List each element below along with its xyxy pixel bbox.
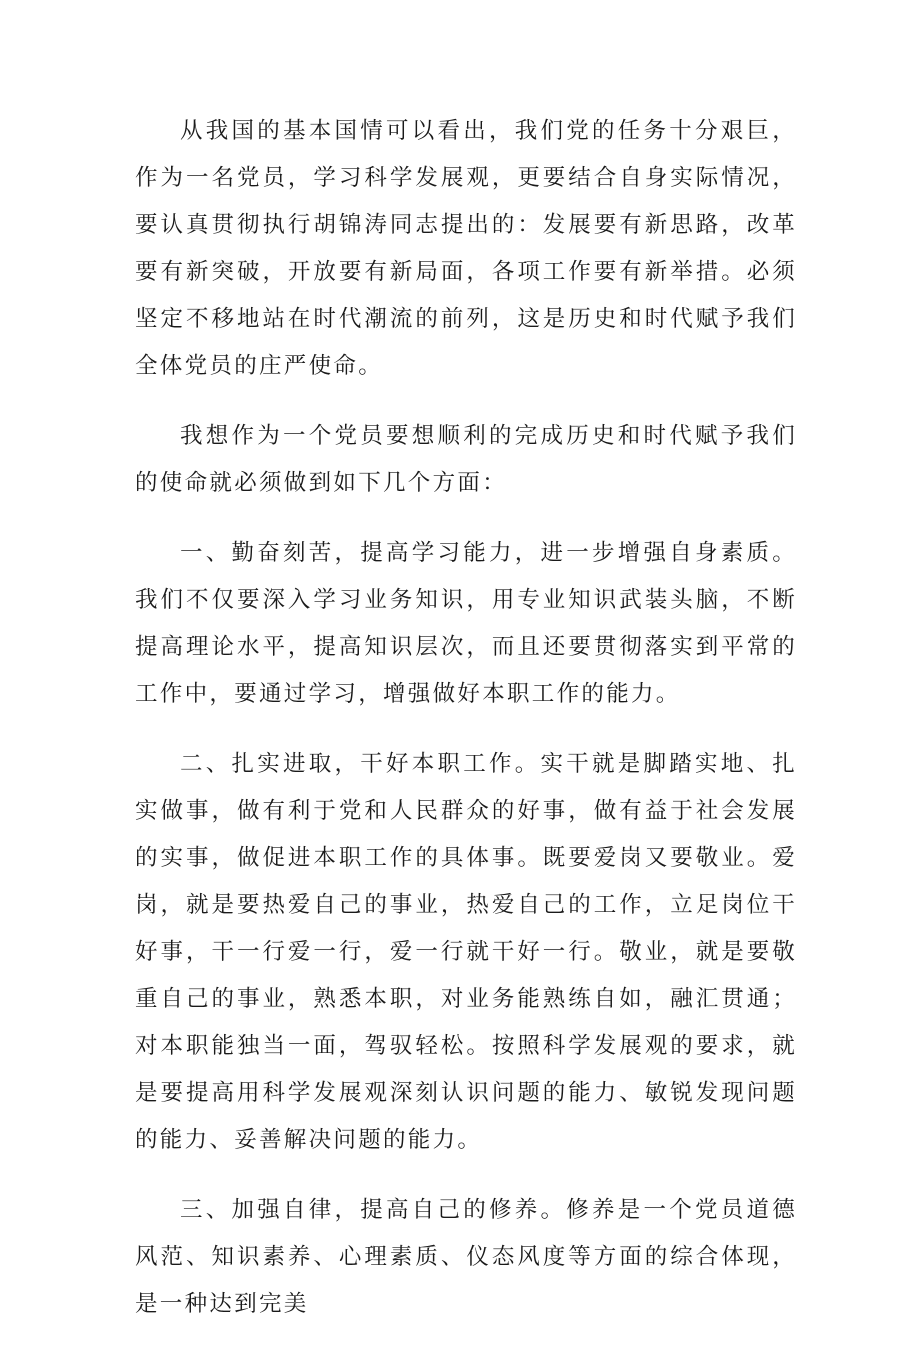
paragraph-intro: 从我国的基本国情可以看出，我们党的任务十分艰巨，作为一名党员，学习科学发展观，更要结合自身实际情况，要认真贯彻执行胡锦涛同志提出的：发展要有新思路，改革要有新突破，开放要有新局面，各项工作要有新举措。必须坚定不移地站在时代潮流的前列，这是历史和时代赋予我们全体党员的庄严使命。 [135, 118, 797, 379]
paragraph-aspects-lead: 我想作为一个党员要想顺利的完成历史和时代赋予我们的使命就必须做到如下几个方面： [135, 423, 797, 496]
paragraph-point-three: 三、加强自律，提高自己的修养。修养是一个党员道德风范、知识素养、心理素质、仪态风度等方面的综合体现，是一种达到完美 [135, 1197, 797, 1317]
paragraph-point-one: 一、勤奋刻苦，提高学习能力，进一步增强自身素质。我们不仅要深入学习业务知识，用专业知识武装头脑，不断提高理论水平，提高知识层次，而且还要贯彻落实到平常的工作中，要通过学习，增强做好本职工作的能力。 [135, 540, 797, 707]
document-body [135, 108, 797, 1351]
paragraph-point-two: 二、扎实进取，干好本职工作。实干就是脚踏实地、扎实做事，做有利于党和人民群众的好事，做有益于社会发展的实事，做促进本职工作的具体事。既要爱岗又要敬业。爱岗，就是要热爱自己的事业，热爱自己的工作，立足岗位干好事，干一行爱一行，爱一行就干好一行。敬业，就是要敬重自己的事业，熟悉本职，对业务能熟练自如，融汇贯通；对本职能独当一面，驾驭轻松。按照科学发展观的要求，就是要提高用科学发展观深刻认识问题的能力、敏锐发现问题的能力、妥善解决问题的能力。 [135, 751, 797, 1153]
